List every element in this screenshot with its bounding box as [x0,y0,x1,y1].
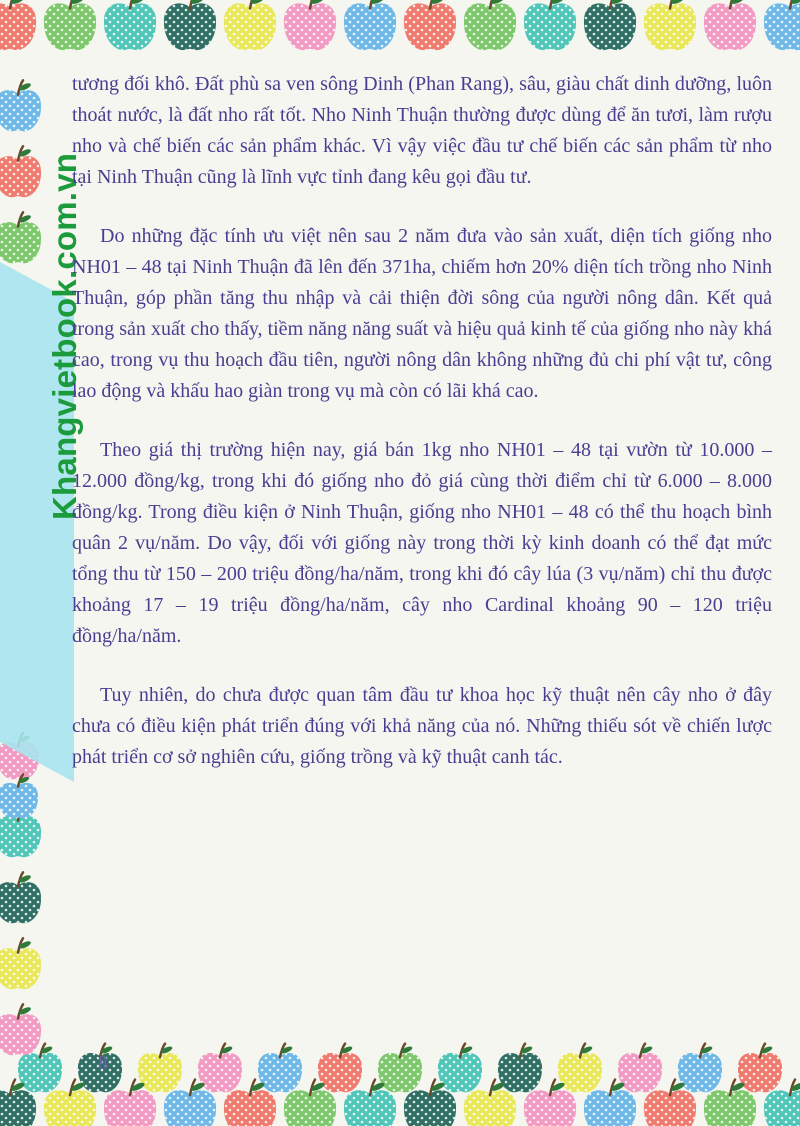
apple-icon [618,1044,662,1093]
apple-icon [224,0,276,50]
apple-icon [378,1044,422,1093]
apple-icon [524,0,576,50]
apple-icon [138,1044,182,1093]
apple-icon [558,1044,602,1093]
apple-icon [198,1044,242,1093]
apple-icon [704,0,756,50]
apple-icon [678,1044,722,1093]
apple-icon [284,0,336,50]
apple-icon [104,0,156,50]
apple-icon [644,0,696,50]
paragraph-1: tương đối khô. Đất phù sa ven sông Dinh (Phan Rang), sâu, giàu chất dinh dưỡng, luôn thoát nước, là đất nho rất tốt. Nho Ninh Thuận thường được dùng để ăn tươi, làm rượu nho và chế biến các sản phẩm khác. Vì vậy việc đầu tư chế biến các sản phẩm từ nho tại Ninh Thuận cũng là lĩnh vực tỉnh đang kêu gọi đầu tư. [72,73,772,188]
body-text [72,62,772,801]
apple-icon [0,1004,41,1055]
apple-icon [584,0,636,50]
apple-icon [344,0,396,50]
apple-icon [0,0,36,50]
apple-icon [438,1044,482,1093]
paragraph-4: Tuy nhiên, do chưa được quan tâm đầu tư khoa học kỹ thuật nên cây nho ở đây chưa có điều kiện phát triển đúng với khả năng của nó. Những thiếu sót về chiến lược phát triển cơ sở nghiên cứu, giống trồng và kỹ thuật canh tác. [72,684,772,768]
apple-icon [258,1044,302,1093]
apple-icon [764,0,800,50]
paragraph-2: Do những đặc tính ưu việt nên sau 2 năm đưa vào sản xuất, diện tích giống nho NH01 – 48 tại Ninh Thuận đã lên đến 371ha, chiếm hơn 20% diện tích trồng nho Ninh Thuận, góp phần tăng thu nhập và cải thiện đời sông của người nông dân. Kết quả trong sản xuất cho thấy, tiềm năng năng suất và hiệu quả kinh tế của giống nho này khá cao, trong vụ thu hoạch đầu tiên, người nông dân không những đủ chi phí vật tư, công lao động và khấu hao giàn trong vụ mà còn có lãi khá cao. [72,225,772,402]
apple-icon [0,80,41,131]
paragraph-3: Theo giá thị trường hiện nay, giá bán 1kg nho NH01 – 48 tại vườn từ 10.000 – 12.000 đồng/kg, trong khi đó giống nho đỏ giá cùng thời điểm chỉ từ 6.000 – 8.000 đồng/kg. Trong điều kiện ở Ninh Thuận, giống nho NH01 – 48 có thể thu hoạch bình quân 2 vụ/năm. Do vậy, đối với giống này trong thời kỳ kinh doanh có thể đạt mức tổng thu từ 150 – 200 triệu đồng/ha/năm, trong khi đó cây lúa (3 vụ/năm) chỉ thu được khoảng 17 – 19 triệu đồng/ha/năm, cây nho Cardinal khoảng 90 – 120 triệu đồng/ha/năm. [72,439,772,647]
apple-icon [404,0,456,50]
watermark-text: Khangvietbook.com.vn [46,152,83,520]
apple-icon [0,938,41,989]
apple-icon [0,212,41,263]
apple-icon [44,0,96,50]
apple-icon [164,0,216,50]
apple-icon [0,146,41,197]
apple-icon [318,1044,362,1093]
apple-icon [0,872,41,923]
page-number: 8 [98,1052,108,1074]
apple-icon [498,1044,542,1093]
apple-icon [738,1044,782,1093]
apple-icon [464,0,516,50]
